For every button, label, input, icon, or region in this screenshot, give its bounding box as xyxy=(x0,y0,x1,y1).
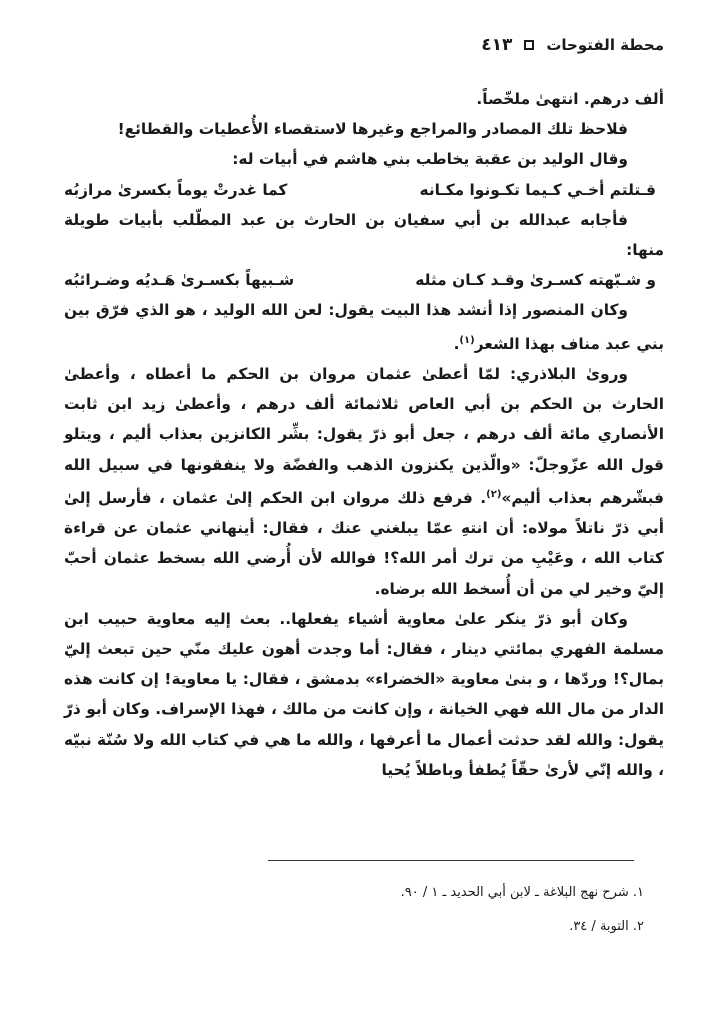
verse-2-second-hemistich: شـبيهاً بكسـرىٰ هَـديُه وضـرائبُه xyxy=(64,271,295,290)
header-separator-square-icon xyxy=(524,40,534,50)
verse-1-second-hemistich: كما غدرتْ يوماً بكسرىٰ مرازبُه xyxy=(64,180,288,199)
running-title: محطة الفتوحات xyxy=(546,36,664,54)
paragraph-baladhuri-text-b: . فرفع ذلك مروان ابن الحكم إلىٰ عثمان ، فأرسل إلىٰ أبي ذرّ ناتلاً مولاه: أن انتهِ عمّا يبلغني عنك ، فقال: أينهاني عثمان عن قراءة كتاب الله ، وعَيْبِ من ترك أمر الله؟! فوالله لأن أُرضي الله بسخط عثمان أحبّ إليّ وخير لي من أن أُسخط الله برضاه. xyxy=(64,488,664,598)
paragraph-line1: ألف درهم. انتهىٰ ملخّصاً. xyxy=(476,90,664,108)
paragraph-baladhuri xyxy=(64,359,664,604)
main-text xyxy=(64,84,664,785)
verse-2-first-hemistich: و شـبّهته كسـرىٰ وقـد كـان مثله xyxy=(415,271,656,290)
paragraph-baladhuri-text-a: وروىٰ البلاذري: لمّا أعطىٰ عثمان مروان بن الحكم ما أعطاه ، وأعطىٰ الحارث بن الحكم بن أبي العاص ثلاثمائة ألف درهم ، وأعطىٰ زيد ابن ثابت الأنصاري مائة ألف درهم ، جعل أبو ذرّ يقول: بشِّر الكانزين بعذاب أليم ، ويتلو قول الله عزّوجلّ: «والّذين يكنزون الذهب والفضّة ولا ينفقونها في سبيل الله فبشّرهم بعذاب أليم» xyxy=(64,364,665,507)
paragraph-mansur-text: وكان المنصور إذا أنشد هذا البيت يقول: لعن الله الوليد ، هو الذي فرّق بين بني عبد مناف بهذا الشعر xyxy=(64,301,664,353)
verse-1 xyxy=(64,175,664,205)
paragraph-sources: فلاحظ تلك المصادر والمراجع وغيرها لاستقصاء الأُعطيات والقطائع! xyxy=(117,120,628,139)
paragraph-walid-intro: وقال الوليد بن عقبة يخاطب بني هاشم في أبيات له: xyxy=(232,150,628,169)
footnote-ref-2[interactable]: (٢) xyxy=(486,488,502,500)
footnote-1: ١. شرح نهج البلاغة ـ لابن أبي الحديد ـ ١ / ٩٠. xyxy=(400,885,644,900)
footnote-divider xyxy=(268,860,634,861)
verse-2 xyxy=(64,265,664,295)
footnote-ref-1[interactable]: (١) xyxy=(459,334,475,346)
paragraph-mansur xyxy=(64,295,664,359)
footnotes xyxy=(64,876,644,944)
page-header xyxy=(60,28,664,62)
paragraph-mansur-end: . xyxy=(453,334,460,353)
verse-1-first-hemistich: قـتلتم أخـي كـيما تكـونوا مكـانه xyxy=(419,180,656,199)
paragraph-reply-intro: فأجابه عبدالله بن أبي سفيان بن الحارث بن عبد المطّلب بأبيات طويلة منها: xyxy=(64,210,664,260)
page-number: ٤١٣ xyxy=(481,35,513,55)
paragraph-abu-dharr: وكان أبو ذرّ ينكر علىٰ معاوية أشياء يفعلها.. بعث إليه معاوية حبيب ابن مسلمة الفهري بمائتي دينار ، فقال: أما وجدت أهون عليك منّي حين تبعث إليّ بمال؟! وردّها ، و بنىٰ معاوية «الخضراء» بدمشق ، فقال: يا معاوية! إن كانت هذه الدار من مال الله فهي الخيانة ، وإن كانت من مالك ، فهذا الإسراف. وكان أبو ذرّ يقول: والله لقد حدثت أعمال ما أعرفها ، والله ما هي في كتاب الله ولا سُنّة نبيّه ، والله إنّي لأرىٰ حقّاً يُطفأ وباطلاً يُحيا xyxy=(64,609,664,779)
footnote-2: ٢. التوبة / ٣٤. xyxy=(569,919,644,934)
